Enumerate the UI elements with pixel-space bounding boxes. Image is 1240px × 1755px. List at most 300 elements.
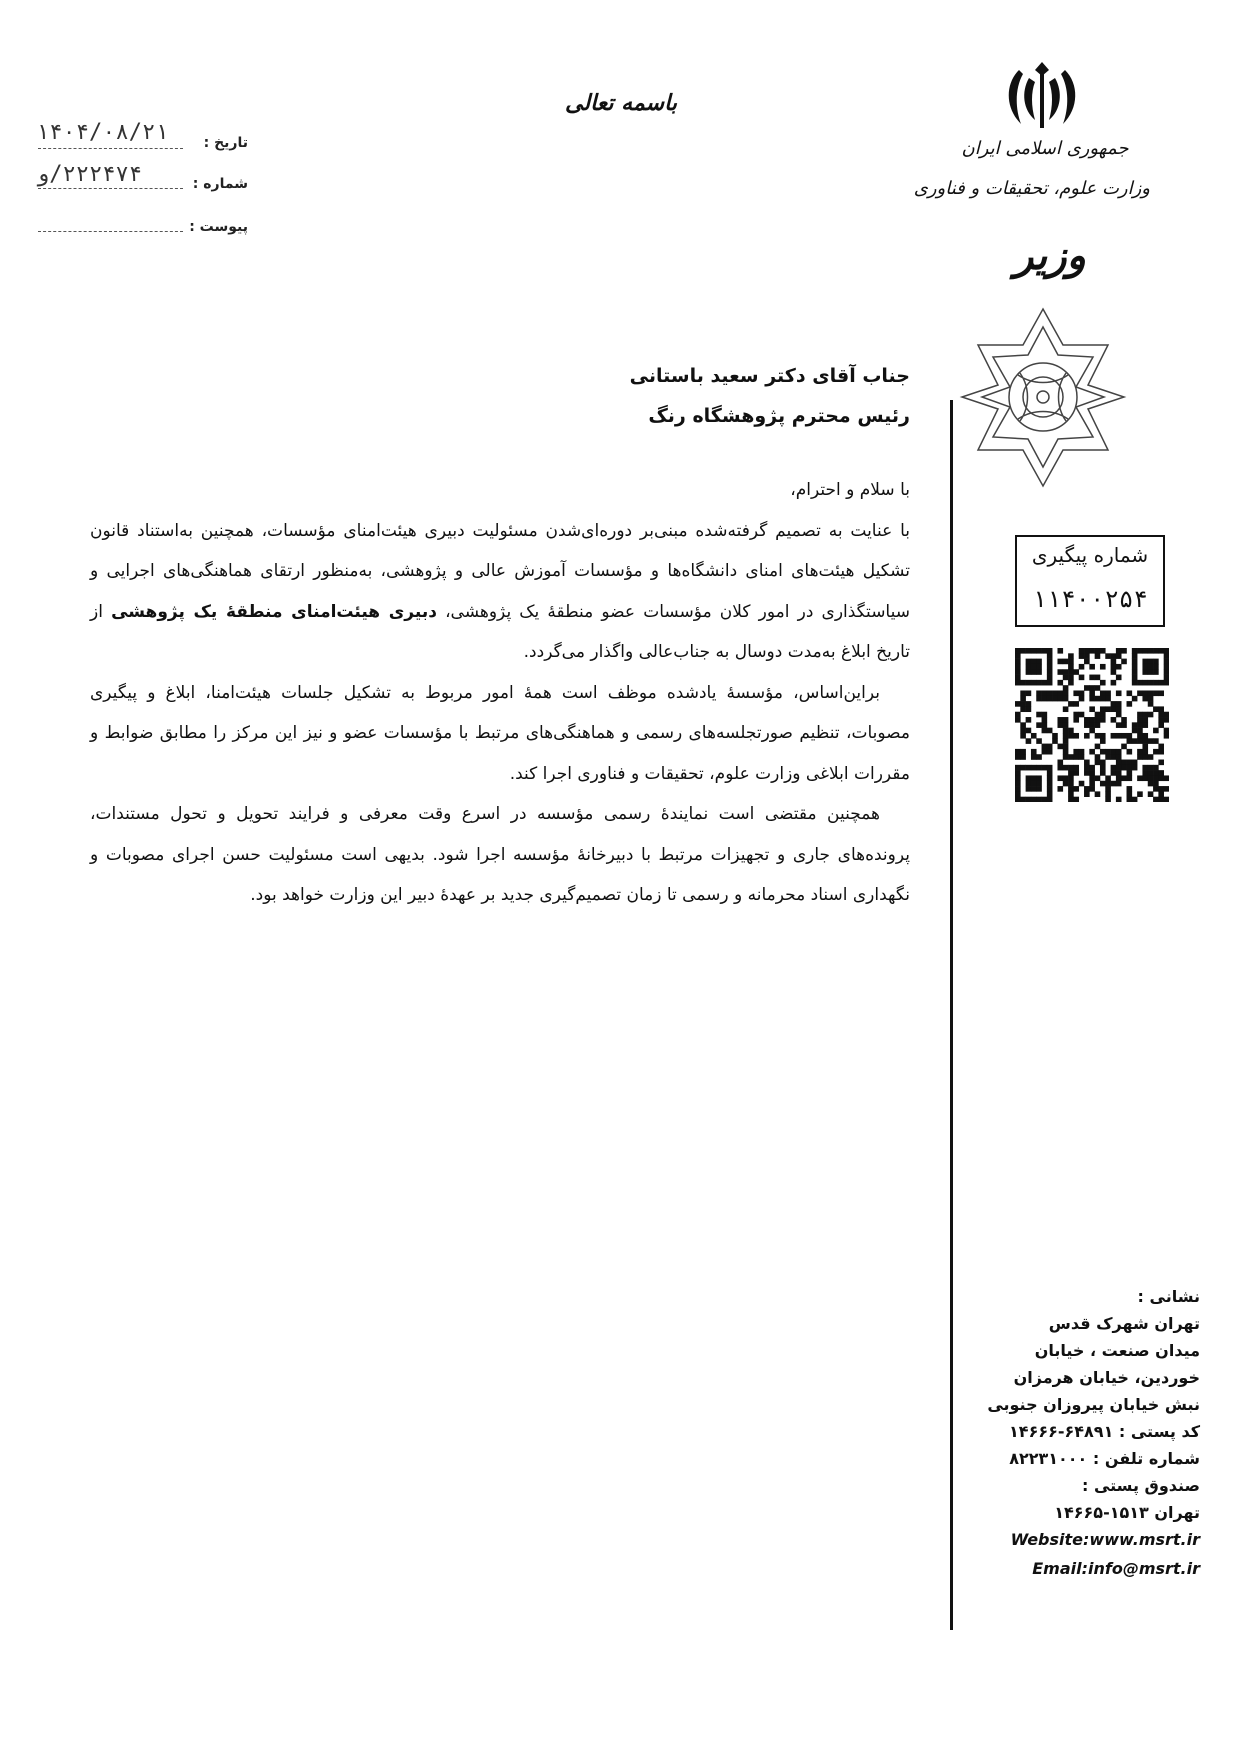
qr-module — [1127, 770, 1133, 776]
qr-module — [1084, 648, 1090, 654]
qr-module — [1137, 717, 1143, 723]
paragraph-2: براین‌اساس، مؤسسهٔ یادشده موظف است همهٔ امور مربوط به تشکیل جلسات هیئت‌امنا، ابلاغ و پیگیری مصوبات، تنظیم صورتجلسه‌های رسمی و هماهنگی‌های مرتبط با مؤسسات عضو و نیز این مرکز را مطابق ضوابط و مقررات ابلاغی وزارت علوم، تحقیقات و فناوری اجرا کند. — [90, 682, 910, 784]
qr-module — [1084, 717, 1090, 723]
qr-module — [1121, 760, 1127, 766]
qr-module — [1105, 754, 1111, 760]
qr-module — [1158, 717, 1164, 723]
address-line-3: خوردین، خیابان هرمزان — [1013, 1368, 1200, 1387]
qr-module — [1057, 775, 1063, 781]
qr-module — [1121, 733, 1127, 739]
qr-module — [1063, 738, 1069, 744]
qr-module — [1121, 648, 1127, 654]
address-line-2: میدان صنعت ، خیابان — [1034, 1341, 1200, 1360]
qr-module — [1031, 664, 1037, 670]
qr-module — [1073, 797, 1079, 802]
qr-module — [1164, 786, 1169, 792]
qr-module — [1132, 797, 1138, 802]
qr-module — [1031, 786, 1037, 792]
qr-module — [1063, 659, 1069, 665]
qr-module — [1063, 775, 1069, 781]
qr-module — [1132, 722, 1138, 728]
qr-module — [1100, 781, 1106, 787]
qr-module — [1015, 786, 1021, 792]
qr-module — [1164, 653, 1169, 659]
qr-module — [1015, 664, 1021, 670]
qr-module — [1031, 659, 1037, 665]
qr-module — [1063, 722, 1069, 728]
qr-module — [1047, 744, 1053, 750]
qr-module — [1148, 669, 1154, 675]
qr-module — [1142, 696, 1148, 702]
qr-module — [1042, 728, 1048, 734]
qr-module — [1026, 738, 1032, 744]
qr-module — [1158, 722, 1164, 728]
qr-module — [1042, 717, 1048, 723]
ornament-icon — [958, 305, 1128, 490]
qr-module — [1116, 775, 1122, 781]
qr-module — [1084, 765, 1090, 771]
qr-module — [1026, 701, 1032, 707]
qr-module — [1031, 797, 1037, 802]
po-box: تهران ۱۵۱۳-۱۴۶۶۵ — [1054, 1503, 1200, 1522]
qr-module — [1116, 733, 1122, 739]
qr-module — [1089, 728, 1095, 734]
qr-module — [1036, 680, 1042, 686]
qr-module — [1063, 706, 1069, 712]
qr-module — [1084, 685, 1090, 691]
qr-module — [1111, 770, 1117, 776]
qr-module — [1111, 664, 1117, 670]
tracking-label: شماره پیگیری — [1031, 543, 1149, 567]
qr-module — [1036, 659, 1042, 665]
qr-module — [1026, 728, 1032, 734]
qr-module — [1142, 744, 1148, 750]
qr-module — [1137, 738, 1143, 744]
qr-module — [1026, 648, 1032, 654]
qr-module — [1089, 690, 1095, 696]
qr-module — [1121, 659, 1127, 665]
qr-module — [1068, 728, 1074, 734]
qr-module — [1020, 701, 1026, 707]
qr-module — [1121, 765, 1127, 771]
qr-module — [1137, 775, 1143, 781]
qr-module — [1047, 653, 1053, 659]
qr-module — [1116, 653, 1122, 659]
qr-module — [1073, 770, 1079, 776]
qr-module — [1057, 760, 1063, 766]
qr-module — [1095, 675, 1101, 681]
qr-module — [1073, 690, 1079, 696]
qr-module — [1036, 669, 1042, 675]
qr-module — [1047, 791, 1053, 797]
qr-module — [1031, 749, 1037, 755]
qr-module — [1153, 775, 1159, 781]
qr-module — [1063, 690, 1069, 696]
qr-module — [1116, 765, 1122, 771]
qr-module — [1020, 690, 1026, 696]
qr-module — [1142, 722, 1148, 728]
qr-module — [1116, 706, 1122, 712]
qr-module — [1116, 690, 1122, 696]
qr-module — [1148, 701, 1154, 707]
qr-module — [1153, 786, 1159, 792]
qr-module — [1153, 690, 1159, 696]
qr-module — [1063, 781, 1069, 787]
qr-module — [1111, 765, 1117, 771]
qr-module — [1063, 744, 1069, 750]
qr-module — [1068, 754, 1074, 760]
qr-module — [1116, 781, 1122, 787]
website-link[interactable]: Website:www.msrt.ir — [1010, 1530, 1200, 1549]
qr-module — [1127, 791, 1133, 797]
qr-module — [1079, 664, 1085, 670]
paragraph-3: همچنین مقتضی است نمایندهٔ رسمی مؤسسه در اسرع وقت معرفی و فرایند تحویل و تحول مستندات، پرونده‌های جاری و تجهیزات مرتبط با دبیرخانهٔ مؤسسه اجرا شود. بدیهی است مسئولیت حسن اجرای مصوبات و نگهداری اسناد محرمانه و رسمی تا زمان تصمیم‌گیری جدید بر عهدهٔ دبیر این وزارت خواهد بود. — [90, 804, 910, 905]
qr-module — [1105, 749, 1111, 755]
qr-module — [1063, 717, 1069, 723]
qr-module — [1148, 659, 1154, 665]
number-line — [38, 188, 183, 189]
qr-module — [1153, 680, 1159, 686]
qr-module — [1057, 717, 1063, 723]
qr-module — [1026, 717, 1032, 723]
qr-module — [1127, 797, 1133, 802]
minister-title: وزیر — [1014, 232, 1086, 279]
qr-module — [1026, 797, 1032, 802]
qr-module — [1116, 664, 1122, 670]
qr-module — [1142, 659, 1148, 665]
qr-module — [1105, 791, 1111, 797]
qr-module — [1127, 765, 1133, 771]
qr-module — [1142, 754, 1148, 760]
qr-module — [1100, 749, 1106, 755]
qr-module — [1137, 733, 1143, 739]
qr-module — [1111, 749, 1117, 755]
qr-module — [1089, 781, 1095, 787]
qr-module — [1095, 733, 1101, 739]
qr-module — [1153, 749, 1159, 755]
qr-module — [1137, 722, 1143, 728]
qr-module — [1068, 770, 1074, 776]
qr-module — [1127, 733, 1133, 739]
qr-module — [1073, 712, 1079, 718]
qr-module — [1068, 659, 1074, 665]
qr-module — [1148, 712, 1154, 718]
qr-module — [1047, 775, 1053, 781]
qr-module — [1047, 696, 1053, 702]
qr-module — [1047, 675, 1053, 681]
qr-module — [1095, 717, 1101, 723]
qr-module — [1100, 696, 1106, 702]
qr-module — [1105, 786, 1111, 792]
qr-module — [1116, 701, 1122, 707]
qr-module — [1015, 775, 1021, 781]
qr-module — [1057, 680, 1063, 686]
qr-module — [1153, 797, 1159, 802]
qr-module — [1057, 696, 1063, 702]
qr-module — [1132, 653, 1138, 659]
qr-module — [1036, 754, 1042, 760]
qr-module — [1132, 669, 1138, 675]
qr-module — [1142, 669, 1148, 675]
qr-module — [1015, 675, 1021, 681]
qr-module — [1020, 706, 1026, 712]
qr-module — [1121, 717, 1127, 723]
qr-module — [1084, 760, 1090, 766]
qr-module — [1020, 722, 1026, 728]
qr-module — [1042, 712, 1048, 718]
qr-module — [1111, 680, 1117, 686]
address-line-1: تهران شهرک قدس — [1048, 1314, 1200, 1333]
qr-module — [1026, 659, 1032, 665]
qr-module — [1121, 744, 1127, 750]
qr-module — [1116, 754, 1122, 760]
qr-module — [1047, 765, 1053, 771]
qr-module — [1089, 770, 1095, 776]
qr-module — [1100, 690, 1106, 696]
qr-module — [1105, 781, 1111, 787]
qr-module — [1068, 786, 1074, 792]
qr-module — [1063, 669, 1069, 675]
qr-module — [1073, 765, 1079, 771]
qr-module — [1153, 706, 1159, 712]
paragraph-1 — [90, 511, 910, 673]
qr-module — [1057, 648, 1063, 654]
qr-module — [1047, 690, 1053, 696]
qr-module — [1158, 791, 1164, 797]
address-label: نشانی : — [1137, 1287, 1200, 1306]
qr-module — [1158, 690, 1164, 696]
qr-module — [1153, 728, 1159, 734]
qr-module — [1111, 659, 1117, 665]
paragraph-1-end: از تاریخ ابلاغ به‌مدت دوسال به جناب‌عالی واگذار می‌گردد. — [90, 601, 910, 662]
tracking-number: ۱۱۴۰۰۲۵۴ — [1032, 585, 1148, 613]
letter-body — [90, 470, 910, 916]
qr-module — [1111, 717, 1117, 723]
qr-module — [1121, 775, 1127, 781]
qr-module — [1153, 770, 1159, 776]
ministry-country: جمهوری اسلامی ایران — [961, 138, 1129, 159]
qr-module — [1079, 648, 1085, 654]
email-link[interactable]: Email:info@msrt.ir — [1032, 1559, 1200, 1578]
qr-module — [1031, 775, 1037, 781]
qr-module — [1153, 648, 1159, 654]
qr-module — [1142, 664, 1148, 670]
qr-module — [1111, 754, 1117, 760]
qr-module — [1137, 791, 1143, 797]
qr-module — [1026, 664, 1032, 670]
greeting: با سلام و احترام، — [790, 480, 910, 500]
qr-module — [1127, 786, 1133, 792]
qr-module — [1079, 675, 1085, 681]
date-label: تاریخ : — [203, 135, 248, 151]
qr-module — [1073, 749, 1079, 755]
qr-module — [1132, 659, 1138, 665]
qr-module — [1084, 791, 1090, 797]
qr-module — [1111, 706, 1117, 712]
qr-module — [1068, 669, 1074, 675]
qr-module — [1031, 754, 1037, 760]
qr-module — [1015, 659, 1021, 665]
qr-module — [1063, 765, 1069, 771]
qr-module — [1052, 733, 1058, 739]
po-box-label: صندوق پستی : — [1081, 1476, 1200, 1495]
qr-module — [1020, 749, 1026, 755]
qr-module — [1105, 775, 1111, 781]
paragraph-1-bold: دبیری هیئت‌امنای منطقهٔ یک پژوهشی — [111, 601, 437, 622]
qr-module — [1100, 648, 1106, 654]
qr-module — [1026, 669, 1032, 675]
qr-module — [1089, 664, 1095, 670]
qr-module — [1036, 696, 1042, 702]
qr-module — [1089, 685, 1095, 691]
qr-module — [1132, 675, 1138, 681]
qr-module — [1079, 749, 1085, 755]
qr-module — [1042, 765, 1048, 771]
qr-module — [1148, 738, 1154, 744]
qr-module — [1105, 706, 1111, 712]
qr-module — [1132, 728, 1138, 734]
qr-module — [1105, 797, 1111, 802]
addressee-name: جناب آقای دکتر سعید باستانی — [629, 365, 910, 387]
qr-module — [1089, 717, 1095, 723]
qr-module — [1015, 680, 1021, 686]
qr-module — [1148, 754, 1154, 760]
qr-module — [1142, 680, 1148, 686]
qr-module — [1036, 690, 1042, 696]
qr-module — [1073, 786, 1079, 792]
qr-module — [1015, 669, 1021, 675]
qr-module — [1068, 781, 1074, 787]
qr-module — [1063, 685, 1069, 691]
qr-module — [1164, 797, 1169, 802]
qr-module — [1068, 701, 1074, 707]
qr-module — [1036, 738, 1042, 744]
qr-module — [1042, 722, 1048, 728]
qr-module — [1079, 696, 1085, 702]
qr-module — [1132, 664, 1138, 670]
qr-module — [1042, 797, 1048, 802]
qr-module — [1153, 781, 1159, 787]
qr-module — [1164, 675, 1169, 681]
vertical-divider — [950, 400, 953, 1630]
qr-module — [1020, 797, 1026, 802]
qr-module — [1036, 648, 1042, 654]
qr-module — [1047, 659, 1053, 665]
qr-module — [1057, 744, 1063, 750]
qr-module — [1164, 659, 1169, 665]
qr-module — [1153, 738, 1159, 744]
qr-module — [1132, 738, 1138, 744]
number-value: ۲۲۲۴۷۴/و — [36, 162, 142, 187]
qr-module — [1015, 648, 1021, 654]
qr-module — [1020, 728, 1026, 734]
qr-module — [1158, 744, 1164, 750]
qr-module — [1015, 791, 1021, 797]
contact-block — [960, 1526, 1200, 1582]
qr-module — [1079, 712, 1085, 718]
qr-module — [1068, 680, 1074, 686]
qr-module — [1095, 648, 1101, 654]
qr-module — [1073, 754, 1079, 760]
qr-module — [1047, 770, 1053, 776]
qr-module — [1020, 733, 1026, 739]
qr-module — [1148, 696, 1154, 702]
qr-module — [1111, 669, 1117, 675]
qr-module — [1142, 717, 1148, 723]
qr-module — [1031, 648, 1037, 654]
ministry-name: وزارت علوم، تحقیقات و فناوری — [913, 178, 1150, 199]
qr-module — [1015, 653, 1021, 659]
qr-module — [1047, 680, 1053, 686]
qr-module — [1084, 770, 1090, 776]
qr-module — [1073, 701, 1079, 707]
paragraph-1-start: با عنایت به تصمیم گرفته‌شده مبنی‌بر دوره‌ای‌شدن مسئولیت دبیری هیئت‌امنای مؤسسات، همچنین به‌استناد قانون تشکیل هیئت‌های امنای دانشگاه‌ها و مؤسسات آموزش عالی و پژوهشی، به‌منظور ارتقای هماهنگی‌های اجرایی و سیاستگذاری در امور کلان مؤسسات عضو منطقهٔ یک پژوهشی، — [90, 520, 910, 622]
qr-module — [1105, 696, 1111, 702]
qr-module — [1052, 696, 1058, 702]
qr-module — [1127, 749, 1133, 755]
qr-module — [1116, 770, 1122, 776]
qr-module — [1164, 717, 1169, 723]
qr-module — [1095, 685, 1101, 691]
qr-module — [1158, 786, 1164, 792]
qr-module — [1164, 648, 1169, 654]
qr-module — [1089, 765, 1095, 771]
qr-module — [1036, 712, 1042, 718]
basmala: باسمه تعالی — [565, 90, 677, 116]
qr-module — [1084, 733, 1090, 739]
qr-module — [1148, 791, 1154, 797]
qr-module — [1158, 797, 1164, 802]
qr-module — [1137, 712, 1143, 718]
qr-module — [1057, 690, 1063, 696]
qr-module — [1148, 680, 1154, 686]
qr-module — [1079, 754, 1085, 760]
qr-module — [1158, 680, 1164, 686]
qr-module — [1158, 775, 1164, 781]
qr-module — [1036, 781, 1042, 787]
qr-module — [1100, 760, 1106, 766]
qr-module — [1063, 733, 1069, 739]
qr-module — [1015, 701, 1021, 707]
qr-module — [1089, 696, 1095, 702]
qr-module — [1132, 760, 1138, 766]
attachment-label: پیوست : — [189, 219, 248, 235]
qr-module — [1031, 781, 1037, 787]
qr-module — [1036, 722, 1042, 728]
qr-module — [1052, 690, 1058, 696]
qr-module — [1073, 669, 1079, 675]
qr-module — [1084, 659, 1090, 665]
qr-module — [1063, 675, 1069, 681]
qr-module — [1142, 749, 1148, 755]
qr-module — [1057, 786, 1063, 792]
attachment-line — [38, 231, 183, 232]
qr-module — [1068, 675, 1074, 681]
qr-module — [1142, 690, 1148, 696]
qr-module — [1148, 781, 1154, 787]
qr-module — [1026, 680, 1032, 686]
qr-module — [1020, 648, 1026, 654]
postal-code: کد پستی : ۶۴۸۹۱-۱۴۶۶۶ — [1009, 1422, 1200, 1441]
qr-module — [1042, 690, 1048, 696]
qr-module — [1084, 722, 1090, 728]
qr-module — [1111, 653, 1117, 659]
qr-module — [1116, 712, 1122, 718]
qr-module — [1047, 669, 1053, 675]
qr-module — [1031, 680, 1037, 686]
address-line-4: نبش خیابان پیروزان جنوبی — [987, 1395, 1200, 1414]
qr-module — [1079, 781, 1085, 787]
